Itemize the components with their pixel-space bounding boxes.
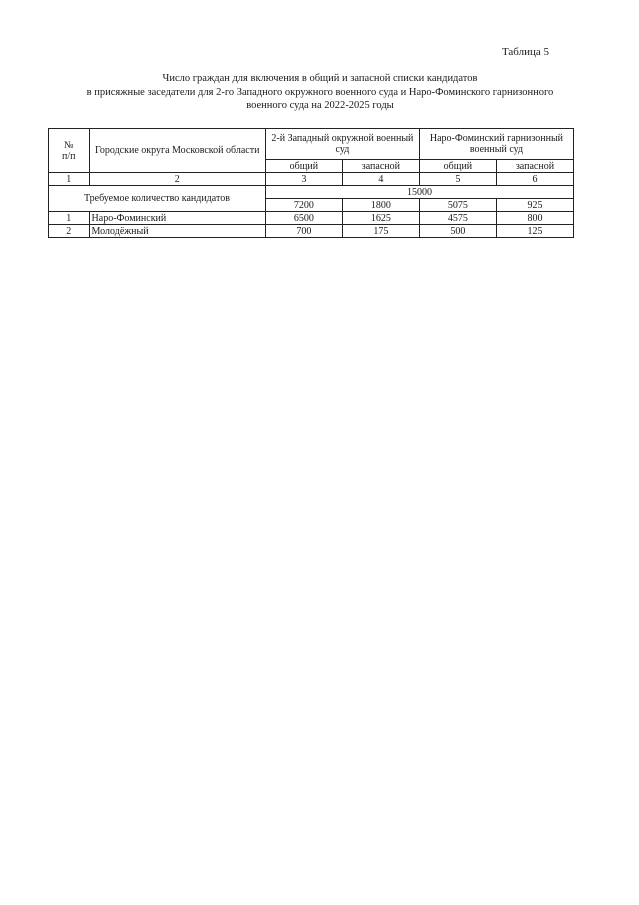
document-heading — [40, 72, 600, 113]
header-district-cell: Городские округа Московской области — [89, 129, 265, 173]
heading-line-1: Число граждан для включения в общий и запасной списки кандидатов — [162, 73, 478, 84]
heading-line-2: в присяжные заседатели для 2-го Западного окружного военного суда и Наро-Фоминского гарнизонного — [86, 86, 554, 98]
subheader-reserve-2: запасной — [496, 160, 573, 173]
header-number-line-2: п/п — [62, 150, 76, 162]
index-cell: 2 — [89, 173, 265, 186]
required-total-row — [49, 186, 574, 199]
row-value-cell: 500 — [419, 225, 496, 238]
header-western-court: 2-й Западный окружной военный суд — [265, 129, 419, 160]
required-value-cell: 5075 — [419, 199, 496, 212]
table-row — [49, 212, 574, 225]
row-value-cell: 175 — [342, 225, 419, 238]
subheader-general-2: общий — [419, 160, 496, 173]
index-cell: 6 — [496, 173, 573, 186]
row-value-cell: 800 — [496, 212, 573, 225]
header-number-cell — [49, 129, 90, 173]
subheader-general-1: общий — [265, 160, 342, 173]
row-value-cell: 1625 — [342, 212, 419, 225]
heading-line-3: военного суда на 2022-2025 годы — [246, 100, 394, 111]
required-value-cell: 925 — [496, 199, 573, 212]
row-value-cell: 700 — [265, 225, 342, 238]
table-header-row — [49, 129, 574, 160]
required-label-cell: Требуемое количество кандидатов — [49, 186, 266, 212]
row-value-cell: 4575 — [419, 212, 496, 225]
candidates-table — [48, 128, 574, 238]
row-value-cell: 125 — [496, 225, 573, 238]
table-index-row — [49, 173, 574, 186]
table-row — [49, 225, 574, 238]
row-value-cell: 6500 — [265, 212, 342, 225]
row-district-cell: Наро-Фоминский — [89, 212, 265, 225]
subheader-reserve-1: запасной — [342, 160, 419, 173]
index-cell: 4 — [342, 173, 419, 186]
required-total-cell: 15000 — [265, 186, 573, 199]
header-number-line-1: № — [63, 139, 74, 151]
row-number-cell: 2 — [49, 225, 90, 238]
row-number-cell: 1 — [49, 212, 90, 225]
row-district-cell: Молодёжный — [89, 225, 265, 238]
index-cell: 1 — [49, 173, 90, 186]
required-value-cell: 1800 — [342, 199, 419, 212]
required-value-cell: 7200 — [265, 199, 342, 212]
index-cell: 5 — [419, 173, 496, 186]
index-cell: 3 — [265, 173, 342, 186]
header-naro-fominsk-court: Наро-Фоминский гарнизонный военный суд — [419, 129, 573, 160]
table-number-label: Таблица 5 — [501, 46, 549, 58]
